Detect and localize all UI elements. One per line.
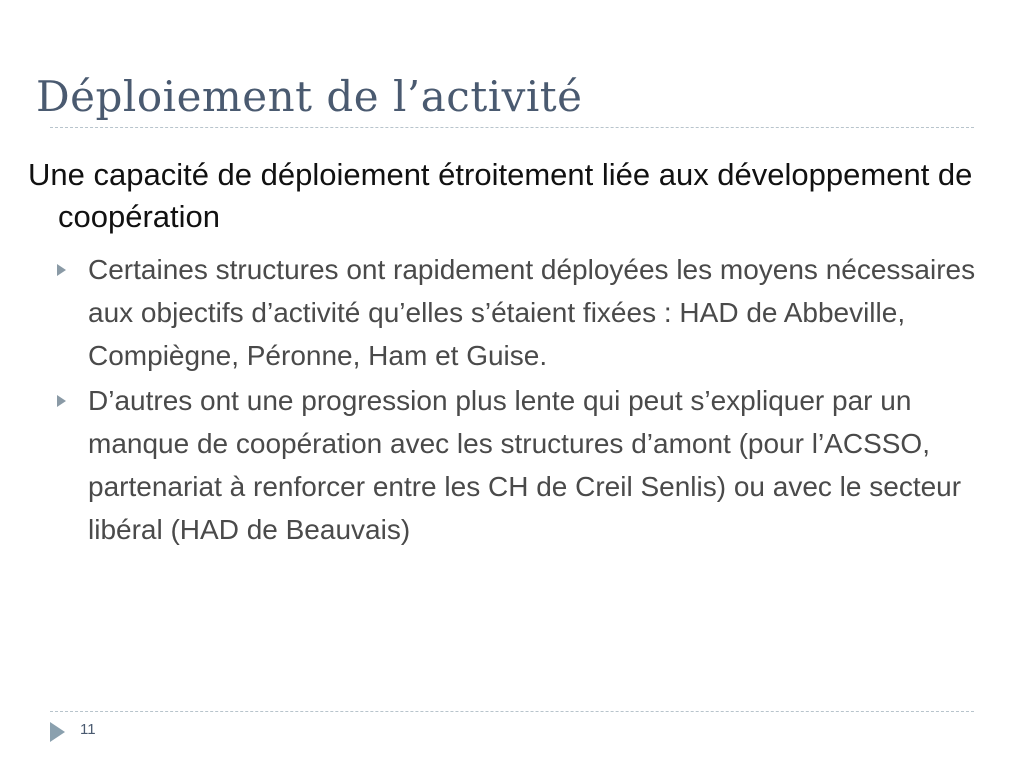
slide-title: Déploiement de l’activité xyxy=(36,72,583,121)
page-number: 11 xyxy=(80,721,96,738)
slide-content xyxy=(28,154,988,553)
triangle-bullet-icon xyxy=(57,264,66,276)
sub-point-text: Certaines structures ont rapidement déployées les moyens nécessaires aux objectifs d’activité qu’elles s’étaient fixées : HAD de Abbeville, Compiègne, Péronne, Ham et Guise. xyxy=(88,254,976,371)
triangle-arrow-icon xyxy=(50,722,65,742)
footer-divider xyxy=(50,711,974,712)
title-divider xyxy=(50,127,974,128)
sub-point-item xyxy=(28,248,988,377)
main-point: Une capacité de déploiement étroitement liée aux développement de coopération xyxy=(28,157,973,234)
sub-point-list xyxy=(28,248,988,551)
sub-point-text: D’autres ont une progression plus lente qui peut s’expliquer par un manque de coopération avec les structures d’amont (pour l’ACSSO, partenariat à renforcer entre les CH de Creil Senlis) ou avec le secteur libéral (HAD de Beauvais) xyxy=(88,385,962,545)
triangle-bullet-icon xyxy=(57,395,66,407)
sub-point-item xyxy=(28,379,988,551)
